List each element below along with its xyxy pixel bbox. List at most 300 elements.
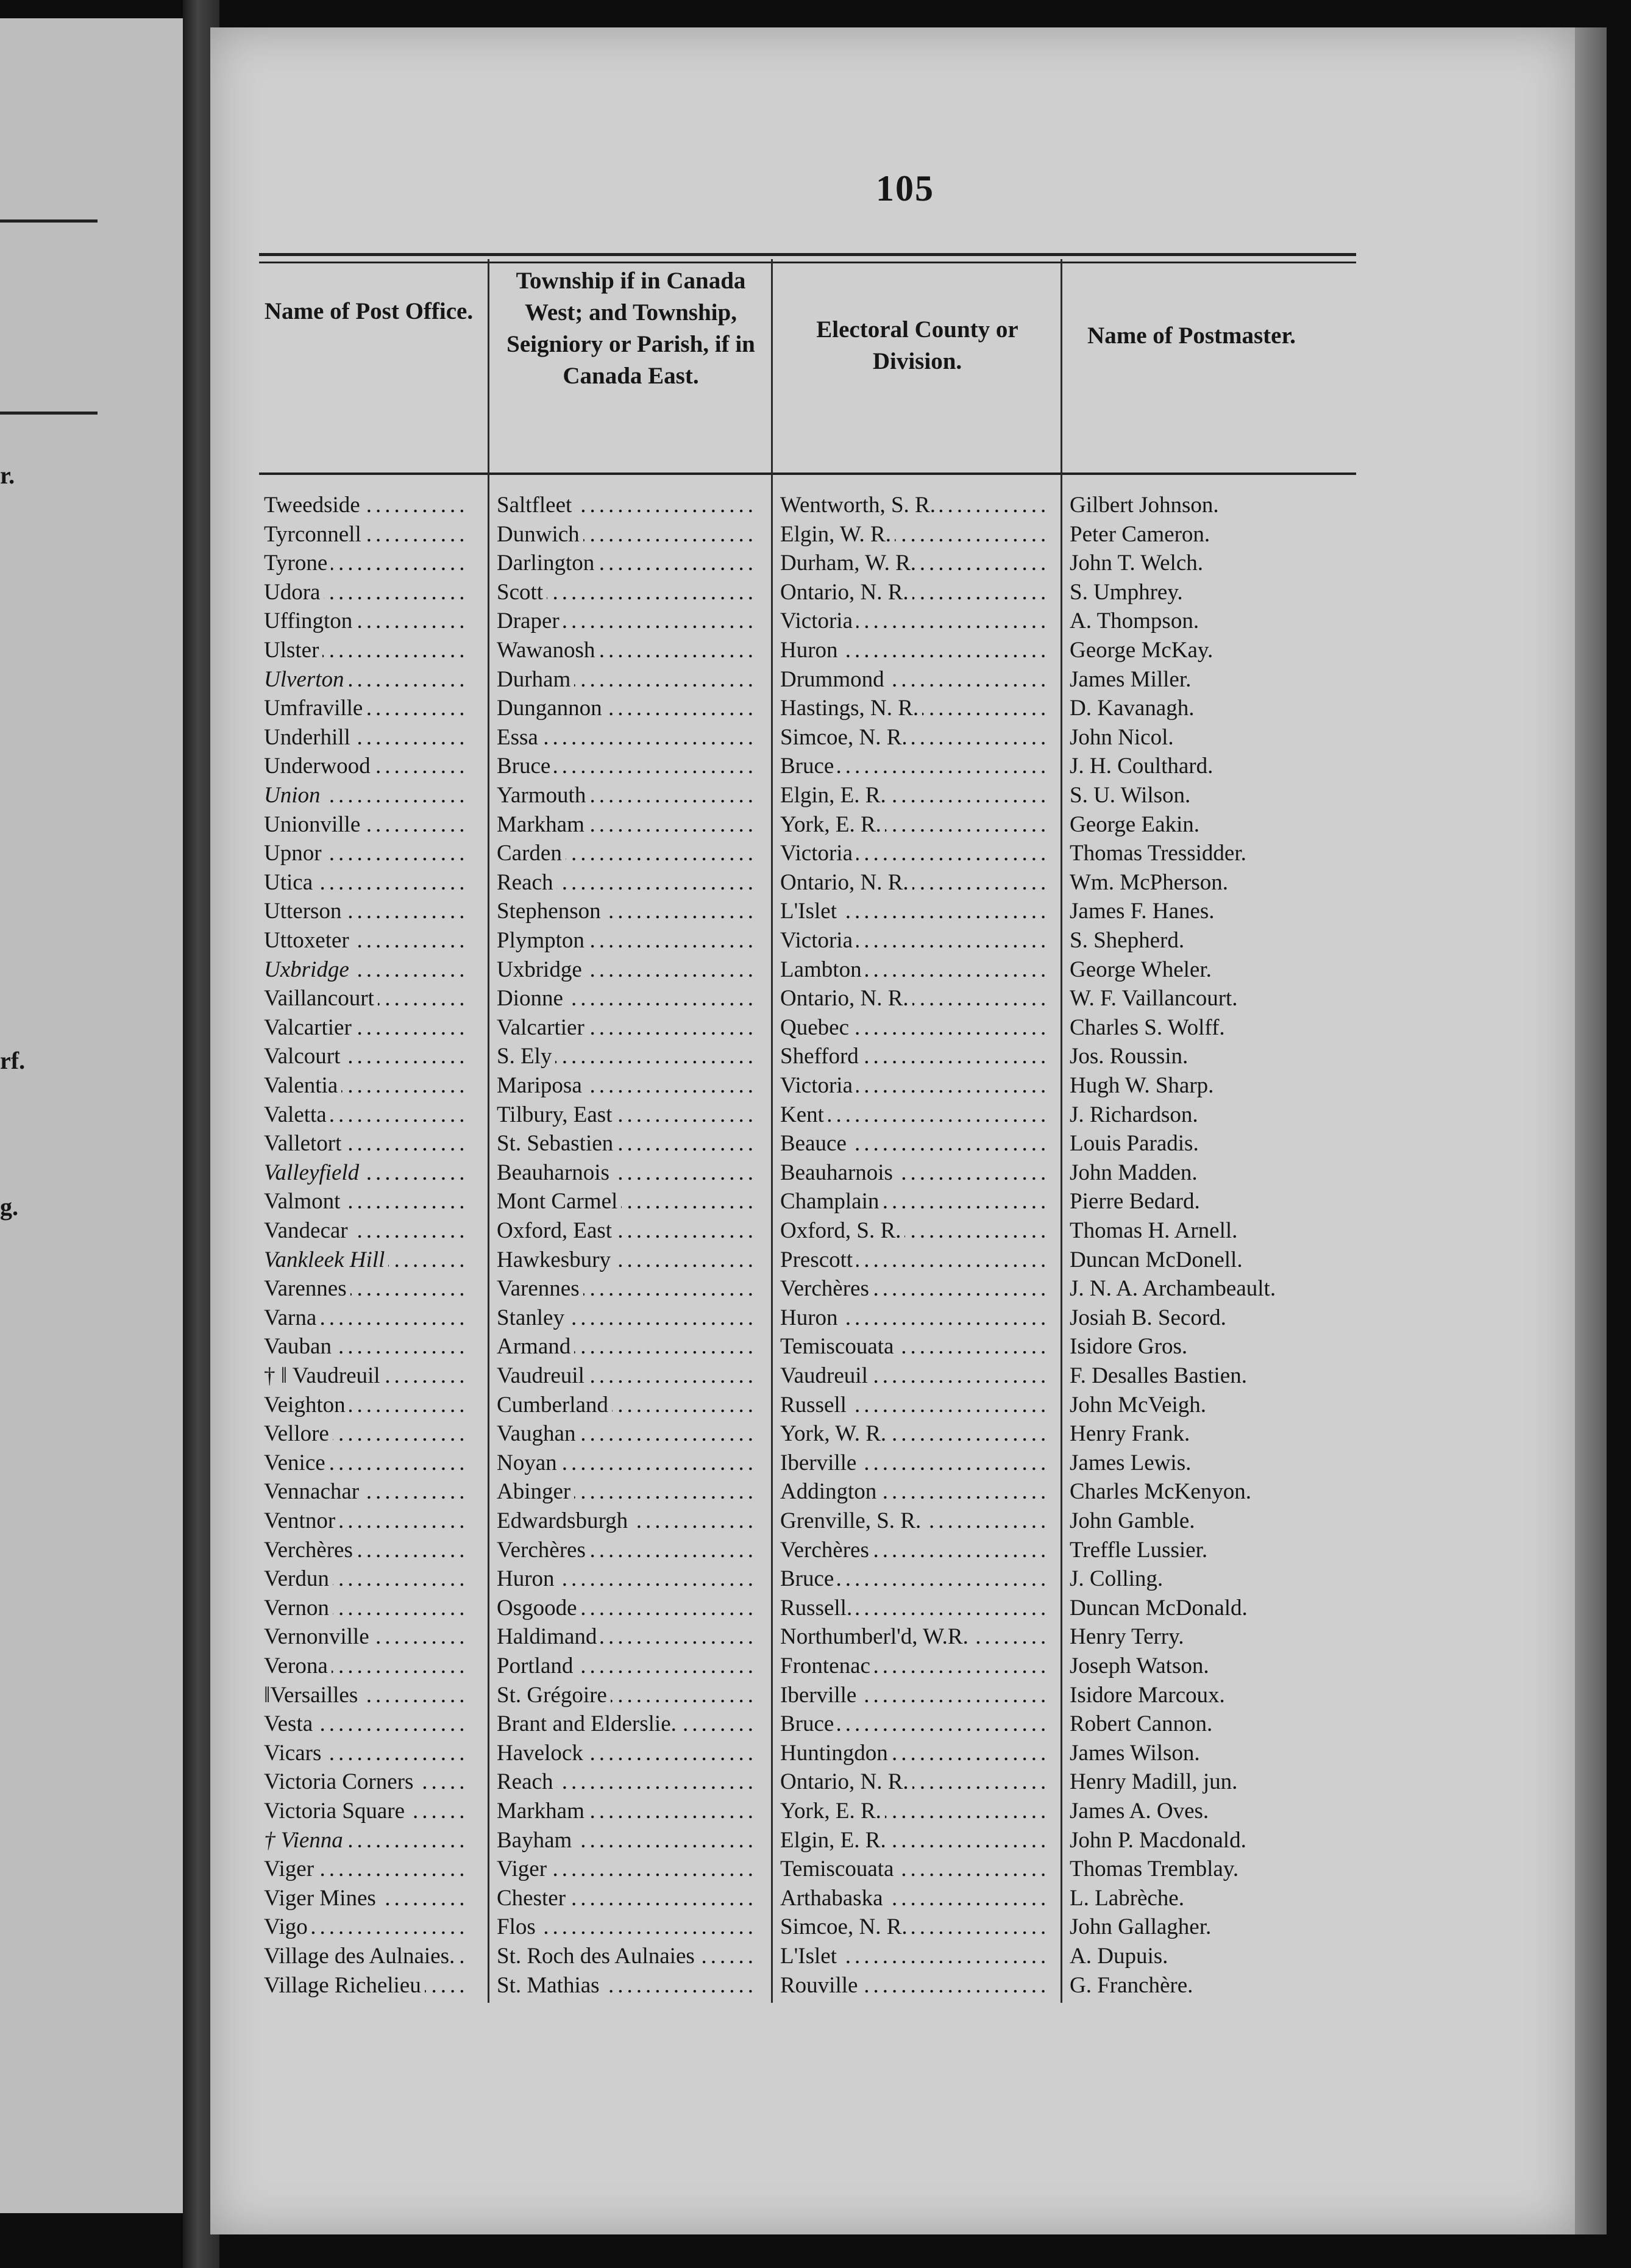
postmaster-cell xyxy=(1070,1739,1348,1768)
post-office-cell xyxy=(264,1710,470,1739)
table-row xyxy=(210,810,1368,840)
township-cell xyxy=(497,1361,756,1391)
table-row xyxy=(210,897,1368,926)
county-cell xyxy=(780,1477,1046,1507)
post-office-cell-text: Venice xyxy=(264,1450,329,1475)
county-cell-text: Lambton xyxy=(780,957,865,982)
county-cell-text: Quebec xyxy=(780,1015,853,1040)
table-row xyxy=(210,1477,1368,1507)
table-row xyxy=(210,1361,1368,1391)
postmaster-cell xyxy=(1070,1797,1348,1826)
postmaster-cell-text: George McKay. xyxy=(1070,638,1217,663)
table-row xyxy=(210,1564,1368,1594)
township-cell xyxy=(497,1042,756,1071)
table-row xyxy=(210,578,1368,607)
postmaster-cell-text: A. Dupuis. xyxy=(1070,1944,1171,1969)
county-cell-text: Beauce xyxy=(780,1131,850,1156)
table-row xyxy=(210,694,1368,723)
post-office-cell-text: Valmont xyxy=(264,1189,344,1214)
post-office-cell xyxy=(264,694,470,723)
township-cell-text: Haldimand xyxy=(497,1624,600,1649)
table-row xyxy=(210,1449,1368,1478)
post-office-cell xyxy=(264,1042,470,1071)
postmaster-cell xyxy=(1070,1942,1348,1971)
township-cell-text: Dionne xyxy=(497,986,567,1011)
postmaster-cell-text: Wm. McPherson. xyxy=(1070,870,1232,895)
county-cell-text: L'Islet xyxy=(780,1944,840,1969)
county-cell-text: Frontenac xyxy=(780,1653,874,1678)
postmaster-cell xyxy=(1070,1449,1348,1478)
township-cell xyxy=(497,1449,756,1478)
table-row xyxy=(210,723,1368,752)
postmaster-cell xyxy=(1070,1536,1348,1565)
postmaster-cell-text: S. U. Wilson. xyxy=(1070,783,1194,808)
post-office-cell-text: Tyrconnell xyxy=(264,522,365,547)
postmaster-cell-text: Henry Terry. xyxy=(1070,1624,1187,1649)
postmaster-cell xyxy=(1070,1507,1348,1536)
post-office-cell-text: Umfraville xyxy=(264,696,366,721)
table-row xyxy=(210,1013,1368,1043)
post-office-cell xyxy=(264,1071,470,1100)
post-office-cell-text: Uffington xyxy=(264,608,356,633)
post-office-cell-text: Ventnor xyxy=(264,1508,339,1533)
table-row xyxy=(210,1913,1368,1942)
top-rule xyxy=(259,253,1356,256)
table-row xyxy=(210,607,1368,636)
township-cell-text: Osgoode xyxy=(497,1596,581,1621)
postmaster-cell-text: John Madden. xyxy=(1070,1160,1201,1185)
post-office-cell xyxy=(264,1594,470,1623)
post-office-cell xyxy=(264,1942,470,1971)
county-cell xyxy=(780,926,1046,955)
postmaster-cell xyxy=(1070,1855,1348,1884)
postmaster-cell-text: Charles S. Wolff. xyxy=(1070,1015,1229,1040)
township-cell xyxy=(497,1303,756,1333)
post-office-cell xyxy=(264,1652,470,1681)
post-office-cell-text: Verdun xyxy=(264,1566,333,1591)
postmaster-cell xyxy=(1070,665,1348,694)
post-office-cell-text: Vellore xyxy=(264,1421,333,1446)
township-cell xyxy=(497,984,756,1013)
township-cell-text: Bayham xyxy=(497,1828,575,1853)
postmaster-cell-text: James Wilson. xyxy=(1070,1741,1204,1766)
township-cell xyxy=(497,1187,756,1216)
post-office-cell xyxy=(264,1913,470,1942)
county-cell-text: York, E. R. xyxy=(780,1799,885,1824)
county-cell-text: Bruce xyxy=(780,1566,837,1591)
postmaster-cell xyxy=(1070,1361,1348,1391)
table-row xyxy=(210,1187,1368,1216)
postmaster-cell xyxy=(1070,1767,1348,1797)
county-cell xyxy=(780,1855,1046,1884)
county-cell xyxy=(780,1449,1046,1478)
post-office-cell-text: Verchères xyxy=(264,1538,357,1563)
township-cell xyxy=(497,1681,756,1710)
township-cell-text: Vaughan xyxy=(497,1421,579,1446)
township-cell-text: Stephenson xyxy=(497,899,605,924)
table-row xyxy=(210,1419,1368,1449)
postmaster-cell-text: Thomas H. Arnell. xyxy=(1070,1218,1241,1243)
township-cell xyxy=(497,1797,756,1826)
postmaster-cell xyxy=(1070,1129,1348,1158)
post-office-cell xyxy=(264,1361,470,1391)
post-office-cell-text: Verona xyxy=(264,1653,332,1678)
post-office-cell xyxy=(264,491,470,520)
county-cell-text: Elgin, W. R. xyxy=(780,522,895,547)
post-office-cell xyxy=(264,1187,470,1216)
township-cell xyxy=(497,1158,756,1188)
township-cell-text: Valcartier xyxy=(497,1015,588,1040)
post-office-cell-text: Valentia xyxy=(264,1073,341,1098)
county-cell-text: L'Islet xyxy=(780,899,840,924)
county-cell-text: Beauharnois xyxy=(780,1160,897,1185)
table-row xyxy=(210,1971,1368,2000)
county-cell xyxy=(780,520,1046,549)
township-cell xyxy=(497,520,756,549)
post-office-cell xyxy=(264,578,470,607)
post-office-cell-text: Vennachar xyxy=(264,1479,363,1504)
postmaster-cell-text: W. F. Vaillancourt. xyxy=(1070,986,1242,1011)
table-row xyxy=(210,1332,1368,1361)
county-cell-text: Rouville xyxy=(780,1973,861,1998)
township-cell-text: Yarmouth xyxy=(497,783,589,808)
township-cell-text: Darlington xyxy=(497,551,598,576)
postmaster-cell-text: John McVeigh. xyxy=(1070,1393,1210,1417)
postmaster-cell xyxy=(1070,839,1348,868)
post-office-cell-text: Village Richelieu xyxy=(264,1973,425,1998)
county-cell xyxy=(780,1129,1046,1158)
postmaster-cell xyxy=(1070,607,1348,636)
county-cell xyxy=(780,839,1046,868)
county-cell xyxy=(780,1710,1046,1739)
township-cell-text: Edwardsburgh xyxy=(497,1508,631,1533)
county-cell-text: Temiscouata xyxy=(780,1334,897,1359)
township-cell-text: Cumberland xyxy=(497,1393,612,1417)
county-cell xyxy=(780,781,1046,810)
post-office-cell xyxy=(264,810,470,840)
county-cell-text: Huron xyxy=(780,1305,842,1330)
post-office-cell-text: Tyrone xyxy=(264,551,331,576)
table-row xyxy=(210,1507,1368,1536)
postmaster-cell xyxy=(1070,1303,1348,1333)
township-cell xyxy=(497,1013,756,1043)
township-cell xyxy=(497,1216,756,1246)
township-cell-text: Dunwich xyxy=(497,522,583,547)
postmaster-cell-text: D. Kavanagh. xyxy=(1070,696,1198,721)
postmaster-cell-text: J. H. Coulthard. xyxy=(1070,754,1217,779)
county-cell xyxy=(780,752,1046,781)
post-office-cell-text: Vesta xyxy=(264,1711,316,1736)
township-cell xyxy=(497,1884,756,1913)
township-cell xyxy=(497,752,756,781)
post-office-cell-text: Vauban xyxy=(264,1334,335,1359)
postmaster-cell-text: John Nicol. xyxy=(1070,725,1178,750)
post-office-cell-text: Vaillancourt xyxy=(264,986,378,1011)
county-cell xyxy=(780,723,1046,752)
township-cell xyxy=(497,1622,756,1652)
township-cell-text: Varennes xyxy=(497,1276,583,1301)
postmaster-cell xyxy=(1070,1681,1348,1710)
postmaster-cell-text: A. Thompson. xyxy=(1070,608,1203,633)
postmaster-cell-text: James Miller. xyxy=(1070,667,1195,692)
post-office-cell-text: Underwood xyxy=(264,754,374,779)
post-office-cell xyxy=(264,897,470,926)
postmaster-cell xyxy=(1070,1594,1348,1623)
county-cell-text: Oxford, S. R. xyxy=(780,1218,904,1243)
township-cell xyxy=(497,636,756,665)
table-row xyxy=(210,520,1368,549)
post-office-cell xyxy=(264,1216,470,1246)
post-office-cell xyxy=(264,781,470,810)
post-office-cell-text: Underhill xyxy=(264,725,354,750)
post-office-cell-text: Udora xyxy=(264,580,324,605)
header-post-office: Name of Post Office. xyxy=(264,298,474,324)
county-cell xyxy=(780,1332,1046,1361)
post-office-cell xyxy=(264,1449,470,1478)
county-cell-text: Vaudreuil xyxy=(780,1363,872,1388)
township-cell xyxy=(497,897,756,926)
post-office-cell-text: Ulster xyxy=(264,638,322,663)
post-office-cell-text: Unionville xyxy=(264,812,364,837)
post-office-cell-text: Varna xyxy=(264,1305,320,1330)
township-cell xyxy=(497,868,756,897)
postmaster-cell-text: L. Labrèche. xyxy=(1070,1886,1188,1911)
postmaster-cell xyxy=(1070,1246,1348,1275)
township-cell xyxy=(497,1391,756,1420)
post-office-cell-text: Uxbridge xyxy=(264,957,353,982)
county-cell-text: Shefford xyxy=(780,1044,862,1069)
postmaster-cell-text: S. Umphrey. xyxy=(1070,580,1187,605)
table-row xyxy=(210,1158,1368,1188)
table-row xyxy=(210,1129,1368,1158)
post-office-cell-text: Varennes xyxy=(264,1276,350,1301)
table-row xyxy=(210,1739,1368,1768)
county-cell xyxy=(780,578,1046,607)
postmaster-cell xyxy=(1070,694,1348,723)
table-row xyxy=(210,1216,1368,1246)
postmaster-cell xyxy=(1070,491,1348,520)
post-office-cell xyxy=(264,1536,470,1565)
county-cell xyxy=(780,1884,1046,1913)
header-rule xyxy=(259,472,1356,475)
county-cell xyxy=(780,1536,1046,1565)
county-cell-text: Temiscouata xyxy=(780,1856,897,1881)
postmaster-cell xyxy=(1070,723,1348,752)
postmaster-cell-text: J. Richardson. xyxy=(1070,1102,1202,1127)
post-office-cell xyxy=(264,1507,470,1536)
postmaster-cell xyxy=(1070,1274,1348,1303)
table-row xyxy=(210,1594,1368,1623)
county-cell-text: Simcoe, N. R. xyxy=(780,1914,911,1939)
postmaster-cell xyxy=(1070,1071,1348,1100)
table-row xyxy=(210,926,1368,955)
postmaster-cell-text: John Gallagher. xyxy=(1070,1914,1215,1939)
township-cell-text: St. Sebastien xyxy=(497,1131,617,1156)
township-cell-text: Stanley xyxy=(497,1305,568,1330)
postmaster-cell xyxy=(1070,1042,1348,1071)
table-row xyxy=(210,1071,1368,1100)
postmaster-cell-text: Robert Cannon. xyxy=(1070,1711,1216,1736)
county-cell-text: Hastings, N. R. xyxy=(780,696,922,721)
township-cell xyxy=(497,955,756,985)
county-cell xyxy=(780,1971,1046,2000)
postmaster-cell-text: Hugh W. Sharp. xyxy=(1070,1073,1217,1098)
township-cell xyxy=(497,1332,756,1361)
township-cell xyxy=(497,1971,756,2000)
county-cell xyxy=(780,607,1046,636)
post-office-cell-text: Victoria Corners xyxy=(264,1769,417,1794)
township-cell-text: St. Grégoire xyxy=(497,1683,611,1708)
township-cell xyxy=(497,839,756,868)
post-office-cell xyxy=(264,752,470,781)
post-office-cell-text: Vigo xyxy=(264,1914,311,1939)
postmaster-cell-text: George Wheler. xyxy=(1070,957,1215,982)
postmaster-cell-text: James Lewis. xyxy=(1070,1450,1195,1475)
county-cell xyxy=(780,1187,1046,1216)
post-office-cell xyxy=(264,1391,470,1420)
county-cell-text: Ontario, N. R. xyxy=(780,986,912,1011)
postmaster-cell xyxy=(1070,984,1348,1013)
county-cell-text: Huntingdon xyxy=(780,1741,892,1766)
county-cell xyxy=(780,1391,1046,1420)
table-row xyxy=(210,752,1368,781)
township-cell-text: Saltfleet xyxy=(497,493,575,518)
post-office-cell-text: ‖Versailles xyxy=(264,1683,361,1708)
postmaster-cell xyxy=(1070,781,1348,810)
township-cell-text: Armand xyxy=(497,1334,574,1359)
postmaster-cell-text: George Eakin. xyxy=(1070,812,1203,837)
county-cell xyxy=(780,1913,1046,1942)
township-cell xyxy=(497,1129,756,1158)
postmaster-cell xyxy=(1070,520,1348,549)
county-cell-text: Wentworth, S. R. xyxy=(780,493,939,518)
township-cell xyxy=(497,578,756,607)
table-row xyxy=(210,665,1368,694)
county-cell-text: Russell. xyxy=(780,1596,856,1621)
postmaster-cell-text: Josiah B. Secord. xyxy=(1070,1305,1230,1330)
post-office-cell xyxy=(264,1855,470,1884)
township-cell xyxy=(497,1246,756,1275)
postmaster-cell-text: F. Desalles Bastien. xyxy=(1070,1363,1251,1388)
county-cell-text: Victoria xyxy=(780,1073,856,1098)
table-row xyxy=(210,1246,1368,1275)
post-office-cell-text: Valletort xyxy=(264,1131,345,1156)
county-cell-text: Iberville xyxy=(780,1450,860,1475)
facing-page-rule xyxy=(0,219,98,223)
post-office-cell-text: Upnor xyxy=(264,841,325,866)
township-cell-text: Draper xyxy=(497,608,563,633)
township-cell-text: Hawkesbury xyxy=(497,1247,614,1272)
township-cell-text: Reach xyxy=(497,870,556,895)
county-cell-text: Bruce xyxy=(780,1711,837,1736)
post-office-cell xyxy=(264,839,470,868)
postmaster-cell xyxy=(1070,1158,1348,1188)
post-office-cell-text: Valetta xyxy=(264,1102,330,1127)
township-cell xyxy=(497,781,756,810)
county-cell xyxy=(780,1739,1046,1768)
post-office-cell-text: † ‖ Vaudreuil xyxy=(264,1363,384,1388)
county-cell-text: Iberville xyxy=(780,1683,860,1708)
top-rule xyxy=(259,262,1356,263)
postmaster-cell xyxy=(1070,1332,1348,1361)
postmaster-cell xyxy=(1070,1216,1348,1246)
table-row xyxy=(210,549,1368,578)
post-office-cell-text: Valcourt xyxy=(264,1044,344,1069)
township-cell xyxy=(497,1274,756,1303)
township-cell-text: Viger xyxy=(497,1856,550,1881)
township-cell xyxy=(497,1594,756,1623)
table-row xyxy=(210,1303,1368,1333)
postmaster-cell xyxy=(1070,1884,1348,1913)
postmaster-cell xyxy=(1070,1391,1348,1420)
township-cell-text: Plympton xyxy=(497,928,588,953)
post-office-cell xyxy=(264,1826,470,1855)
post-office-cell-text: Valcartier xyxy=(264,1015,355,1040)
township-cell xyxy=(497,694,756,723)
post-office-cell xyxy=(264,1564,470,1594)
postmaster-cell xyxy=(1070,810,1348,840)
county-cell-text: Durham, W. R. xyxy=(780,551,920,576)
postmaster-cell-text: Henry Frank. xyxy=(1070,1421,1193,1446)
county-cell-text: Grenville, S. R. xyxy=(780,1508,925,1533)
township-cell xyxy=(497,1071,756,1100)
postmaster-cell-text: Jos. Roussin. xyxy=(1070,1044,1192,1069)
county-cell xyxy=(780,1564,1046,1594)
county-cell-text: York, W. R. xyxy=(780,1421,890,1446)
county-cell-text: Victoria xyxy=(780,608,856,633)
postmaster-cell xyxy=(1070,955,1348,985)
township-cell-text: S. Ely xyxy=(497,1044,555,1069)
township-cell-text: Dungannon xyxy=(497,696,606,721)
township-cell-text: Chester xyxy=(497,1886,569,1911)
township-cell-text: Tilbury, East xyxy=(497,1102,616,1127)
table-row xyxy=(210,1767,1368,1797)
postmaster-cell-text: Thomas Tremblay. xyxy=(1070,1856,1242,1881)
table-row xyxy=(210,868,1368,897)
post-office-cell-text: Viger xyxy=(264,1856,318,1881)
postmaster-cell-text: Duncan McDonald. xyxy=(1070,1596,1251,1621)
county-cell xyxy=(780,1274,1046,1303)
township-cell xyxy=(497,1507,756,1536)
table-row xyxy=(210,1826,1368,1855)
post-office-cell-text: Utterson xyxy=(264,899,345,924)
postmaster-cell-text: J. Colling. xyxy=(1070,1566,1167,1591)
county-cell xyxy=(780,665,1046,694)
township-cell-text: Durham xyxy=(497,667,574,692)
postmaster-cell xyxy=(1070,1100,1348,1130)
township-cell xyxy=(497,1536,756,1565)
county-cell xyxy=(780,1507,1046,1536)
township-cell-text: Scott xyxy=(497,580,547,605)
postmaster-cell-text: James A. Oves. xyxy=(1070,1799,1212,1824)
postmaster-cell xyxy=(1070,1013,1348,1043)
township-cell-text: Flos xyxy=(497,1914,539,1939)
postmaster-cell-text: John Gamble. xyxy=(1070,1508,1199,1533)
township-cell-text: Huron xyxy=(497,1566,558,1591)
postmaster-cell-text: Gilbert Johnson. xyxy=(1070,493,1223,518)
table-row xyxy=(210,1884,1368,1913)
county-cell-text: Kent xyxy=(780,1102,828,1127)
postmaster-cell xyxy=(1070,926,1348,955)
postmaster-cell xyxy=(1070,549,1348,578)
post-office-cell xyxy=(264,1419,470,1449)
county-cell xyxy=(780,1681,1046,1710)
township-cell-text: Mariposa xyxy=(497,1073,586,1098)
township-cell xyxy=(497,810,756,840)
post-office-cell xyxy=(264,1477,470,1507)
table-row xyxy=(210,1536,1368,1565)
post-office-cell xyxy=(264,1158,470,1188)
